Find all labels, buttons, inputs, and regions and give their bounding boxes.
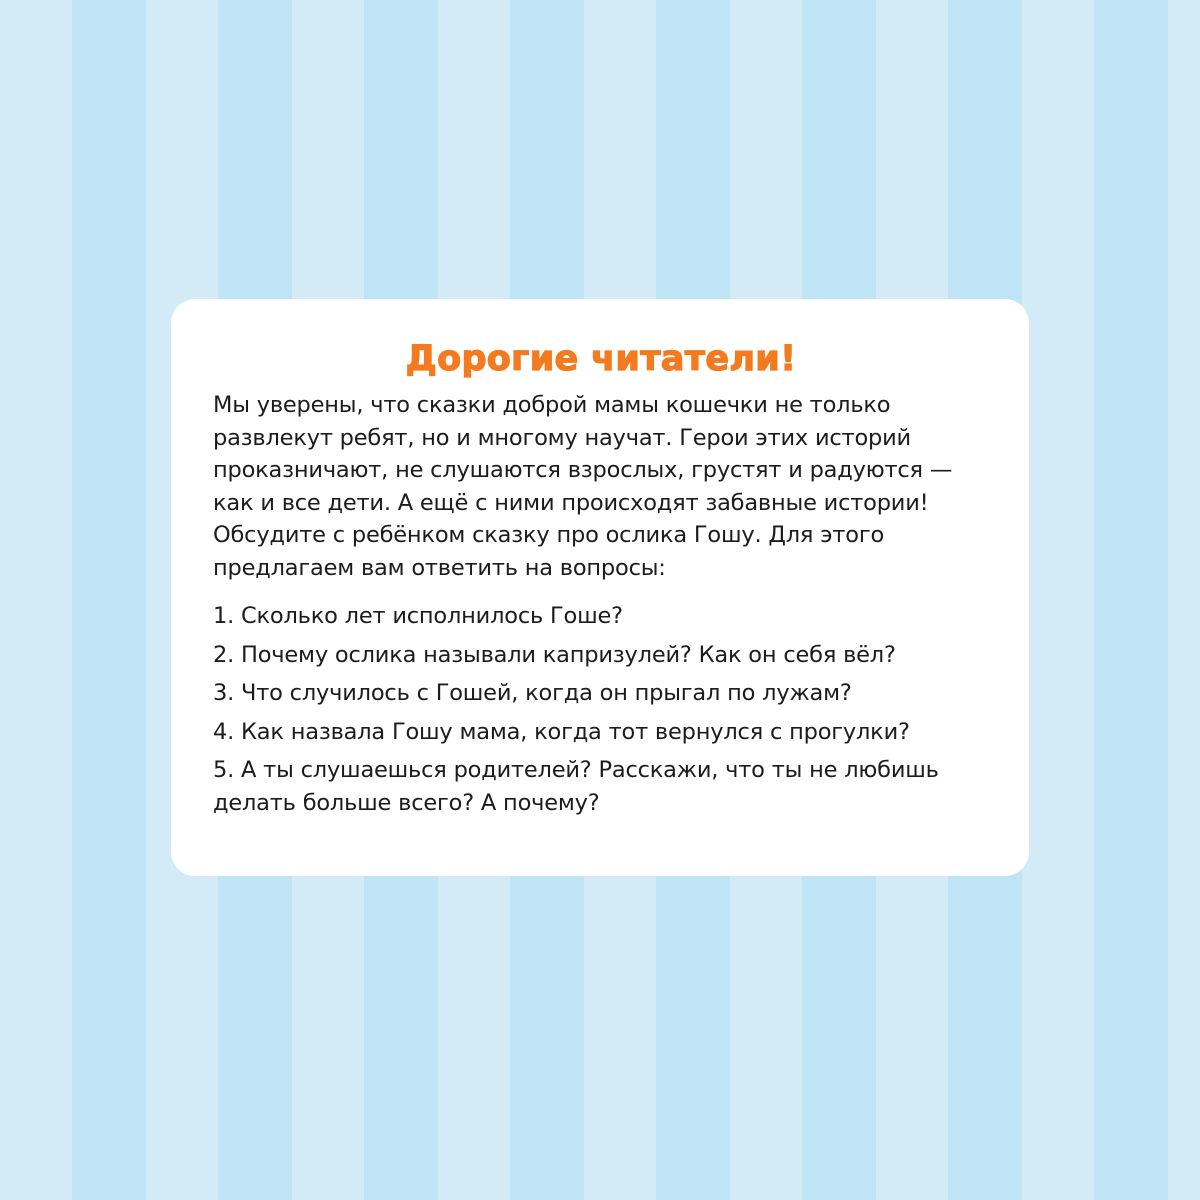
card-title: Дорогие читатели! bbox=[405, 339, 797, 379]
questions-list bbox=[213, 600, 989, 819]
question-item: 2. Почему ослика называли капризулей? Как он себя вёл? bbox=[213, 641, 896, 668]
intro-paragraph: Мы уверены, что сказки доброй мамы кошечки не только развлекут ребят, но и многому научат. Герои этих историй проказничают, не слушаются взрослых, грустят и радуются — как и все дети. А ещё с ними происходят забавные истории! Обсудите с ребёнком сказку про ослика Гошу. Для этого предлагаем вам ответить на вопросы: bbox=[213, 392, 953, 581]
question-item: 4. Как назвала Гошу мама, когда тот вернулся с прогулки? bbox=[213, 718, 910, 745]
question-item: 5. А ты слушаешься родителей? Расскажи, что ты не любишь делать больше всего? А почему? bbox=[213, 757, 939, 816]
question-item: 1. Сколько лет исполнилось Гоше? bbox=[213, 603, 623, 629]
question-item: 3. Что случилось с Гошей, когда он прыгал по лужам? bbox=[213, 680, 852, 706]
readers-card bbox=[171, 299, 1029, 876]
